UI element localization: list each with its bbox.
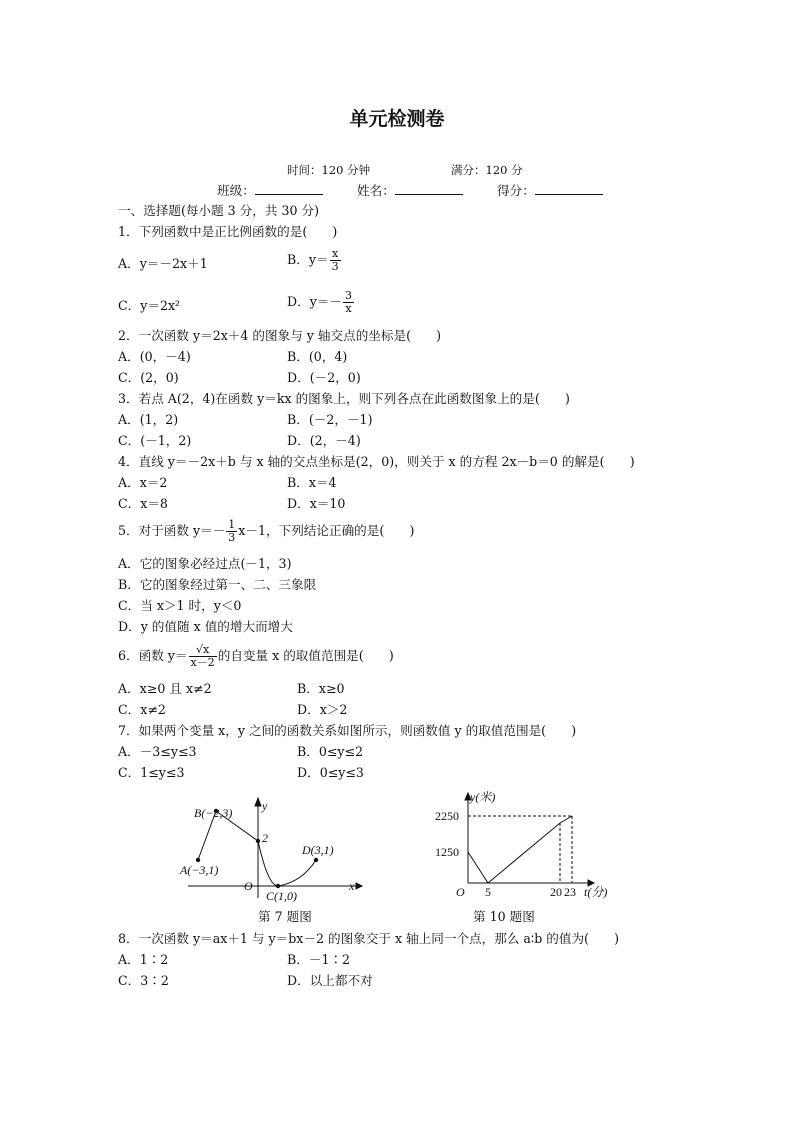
q8-option-b: B．－1∶2 bbox=[287, 952, 351, 967]
fig7-label-y: y bbox=[262, 799, 268, 813]
q2-option-b: B．(0，4) bbox=[287, 349, 348, 364]
q5-option-d: D．y 的值随 x 值的增大而增大 bbox=[118, 619, 293, 634]
q1-option-a: A．y＝－2x＋1 bbox=[118, 256, 208, 271]
score-info: 满分：120 分 bbox=[451, 163, 523, 177]
q3-option-c: C．(－1，2) bbox=[118, 433, 192, 448]
fig10-tick-5: 5 bbox=[485, 885, 491, 899]
q5-stem bbox=[118, 519, 414, 544]
fig10-label-o: O bbox=[456, 885, 465, 899]
q8-stem: 8．一次函数 y＝ax＋1 与 y＝bx－2 的图象交于 x 轴上同一个点，那么 a∶b 的值为( ) bbox=[118, 931, 620, 946]
q8-option-a: A．1∶2 bbox=[118, 952, 169, 967]
fig10-tick-2250: 2250 bbox=[435, 809, 459, 823]
q5-option-c: C．当 x＞1 时，y＜0 bbox=[118, 598, 242, 613]
fig10-tick-23: 23 bbox=[564, 885, 576, 899]
figure-10 bbox=[430, 786, 630, 904]
class-blank bbox=[255, 183, 323, 195]
q2-stem: 2．一次函数 y＝2x＋4 的图象与 y 轴交点的坐标是( ) bbox=[118, 328, 442, 343]
q5-option-a: A．它的图象必经过点(－1，3) bbox=[118, 556, 292, 571]
q1-option-b-prefix: B．y＝ bbox=[287, 252, 329, 267]
fig7-label-x: x bbox=[349, 879, 355, 893]
fig7-label-d: D(3,1) bbox=[302, 843, 334, 857]
section-heading: 一、选择题(每小题 3 分，共 30 分) bbox=[118, 203, 320, 218]
q4-stem: 4．直线 y＝－2x＋b 与 x 轴的交点坐标是(2，0)，则关于 x 的方程 2x－b＝0 的解是( ) bbox=[118, 454, 635, 469]
time-info: 时间：120 分钟 bbox=[287, 163, 371, 177]
q6-stem bbox=[118, 644, 394, 669]
grade-label: 得分： bbox=[497, 183, 535, 198]
fig10-polyline bbox=[468, 816, 572, 883]
q7-option-b: B．0≤y≤2 bbox=[297, 744, 364, 759]
q5-option-b: B．它的图象经过第一、二、三象限 bbox=[118, 577, 317, 592]
fig7-point-2 bbox=[256, 839, 260, 843]
fig10-tick-1250: 1250 bbox=[435, 845, 459, 859]
fraction-numerator: √x bbox=[189, 644, 217, 657]
fig7-label-c: C(1,0) bbox=[266, 889, 297, 903]
q1-stem: 1．下列函数中是正比例函数的是( ) bbox=[118, 224, 338, 239]
fig7-label-a: A(−3,1) bbox=[180, 863, 219, 877]
fig7-point-d bbox=[314, 858, 318, 862]
q1-option-b bbox=[287, 248, 342, 273]
q8-option-d: D．以上都不对 bbox=[287, 973, 373, 988]
figure-7 bbox=[170, 790, 370, 905]
q6-stem-suffix: 的自变量 x 的取值范围是( ) bbox=[217, 648, 394, 663]
q3-option-b: B．(－2，－1) bbox=[287, 412, 373, 427]
page-title: 单元检测卷 bbox=[349, 108, 445, 130]
q3-option-a: A．(1，2) bbox=[118, 412, 179, 427]
fig7-point-c bbox=[276, 884, 280, 888]
q6-option-b: B．x≥0 bbox=[297, 681, 345, 696]
fraction-denominator: 3 bbox=[228, 531, 236, 544]
q5-fraction bbox=[226, 519, 237, 544]
fig7-x-arrow bbox=[356, 883, 362, 889]
q6-option-a: A．x≥0 且 x≠2 bbox=[118, 681, 212, 696]
q1-option-d-prefix: D．y＝－ bbox=[287, 294, 342, 309]
q1-option-d bbox=[287, 290, 355, 315]
fig10-ylabel: y(米) bbox=[470, 790, 496, 804]
fig10-caption: 第 10 题图 bbox=[473, 909, 535, 924]
fraction-numerator: 1 bbox=[228, 518, 236, 531]
fig7-y-arrow bbox=[255, 798, 261, 806]
fig7-caption: 第 7 题图 bbox=[258, 909, 312, 924]
q7-option-c: C．1≤y≤3 bbox=[118, 765, 185, 780]
fraction-numerator: x bbox=[330, 248, 341, 261]
fraction-numerator: 3 bbox=[345, 289, 352, 302]
fig7-label-2: 2 bbox=[262, 831, 268, 845]
q3-stem: 3．若点 A(2，4)在函数 y＝kx 的图象上，则下列各点在此函数图象上的是( ) bbox=[118, 391, 570, 406]
q1-option-b-fraction bbox=[330, 248, 341, 273]
q6-fraction bbox=[189, 644, 217, 669]
q4-option-b: B．x＝4 bbox=[287, 475, 337, 490]
fig7-label-b: B(−2,3) bbox=[194, 806, 233, 820]
q7-option-d: D．0≤y≤3 bbox=[297, 765, 364, 780]
q7-option-a: A．－3≤y≤3 bbox=[118, 744, 197, 759]
name-label: 姓名： bbox=[357, 183, 395, 198]
class-field bbox=[217, 183, 323, 199]
q4-option-c: C．x＝8 bbox=[118, 496, 168, 511]
q5-stem-prefix: 5．对于函数 y＝－ bbox=[118, 523, 226, 538]
q5-stem-suffix: x－1，下列结论正确的是( ) bbox=[238, 523, 415, 538]
grade-blank bbox=[535, 183, 603, 195]
q1-option-d-fraction bbox=[343, 290, 354, 315]
class-label: 班级： bbox=[217, 183, 255, 198]
q4-option-d: D．x＝10 bbox=[287, 496, 346, 511]
name-field bbox=[357, 183, 463, 199]
q2-option-d: D．(－2，0) bbox=[287, 370, 361, 385]
q6-stem-prefix: 6．函数 y＝ bbox=[118, 648, 188, 663]
fig10-tick-20: 20 bbox=[550, 885, 562, 899]
q7-stem: 7．如果两个变量 x，y 之间的函数关系如图所示，则函数值 y 的取值范围是( ) bbox=[118, 723, 577, 738]
grade-field bbox=[497, 183, 603, 199]
fraction-denominator: x bbox=[345, 302, 352, 315]
q6-option-d: D．x＞2 bbox=[297, 702, 348, 717]
q2-option-c: C．(2，0) bbox=[118, 370, 179, 385]
fraction-denominator: 3 bbox=[331, 260, 339, 273]
fig10-xlabel: t(分) bbox=[584, 885, 608, 899]
q8-option-c: C．3∶2 bbox=[118, 973, 169, 988]
q1-option-c: C．y＝2x² bbox=[118, 298, 181, 313]
fraction-denominator: x－2 bbox=[190, 656, 215, 669]
q2-option-a: A．(0，－4) bbox=[118, 349, 191, 364]
q3-option-d: D．(2，－4) bbox=[287, 433, 361, 448]
q4-option-a: A．x＝2 bbox=[118, 475, 168, 490]
fig7-point-a bbox=[196, 858, 200, 862]
fig7-label-o: O bbox=[244, 879, 253, 893]
name-blank bbox=[395, 183, 463, 195]
q6-option-c: C．x≠2 bbox=[118, 702, 166, 717]
